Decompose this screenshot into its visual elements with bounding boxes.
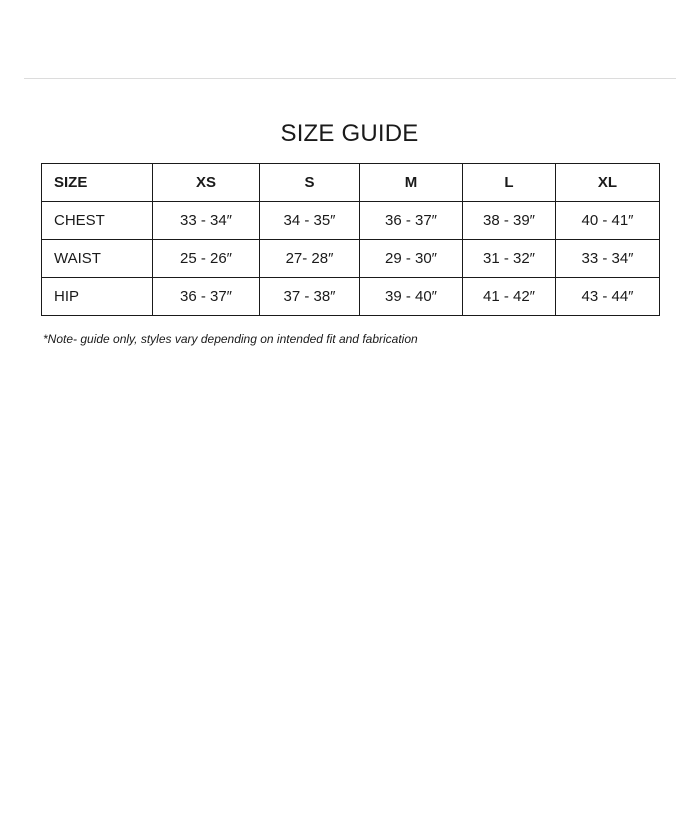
row-label: CHEST — [42, 202, 153, 240]
table-cell: 33 - 34″ — [556, 240, 660, 278]
table-cell: 36 - 37″ — [153, 278, 260, 316]
page-title: SIZE GUIDE — [280, 120, 419, 147]
table-cell: 38 - 39″ — [463, 202, 556, 240]
table-cell: 34 - 35″ — [260, 202, 360, 240]
row-label: HIP — [42, 278, 153, 316]
header-m: M — [360, 164, 463, 202]
header-xl: XL — [556, 164, 660, 202]
table-cell: 33 - 34″ — [153, 202, 260, 240]
table-cell: 27- 28″ — [260, 240, 360, 278]
table-header-row — [42, 164, 660, 202]
header-xs: XS — [153, 164, 260, 202]
table-cell: 43 - 44″ — [556, 278, 660, 316]
footnote: *Note- guide only, styles vary depending on intended fit and fabrication — [43, 332, 418, 346]
table-cell: 37 - 38″ — [260, 278, 360, 316]
top-divider — [24, 78, 676, 79]
table-row-waist — [42, 240, 660, 278]
row-label: WAIST — [42, 240, 153, 278]
table-row-chest — [42, 202, 660, 240]
table-cell: 25 - 26″ — [153, 240, 260, 278]
table-cell: 41 - 42″ — [463, 278, 556, 316]
header-l: L — [463, 164, 556, 202]
table-cell: 31 - 32″ — [463, 240, 556, 278]
header-size: SIZE — [42, 164, 153, 202]
header-s: S — [260, 164, 360, 202]
table-cell: 40 - 41″ — [556, 202, 660, 240]
table-row-hip — [42, 278, 660, 316]
size-table — [41, 163, 660, 316]
table-cell: 29 - 30″ — [360, 240, 463, 278]
table-cell: 39 - 40″ — [360, 278, 463, 316]
table-cell: 36 - 37″ — [360, 202, 463, 240]
